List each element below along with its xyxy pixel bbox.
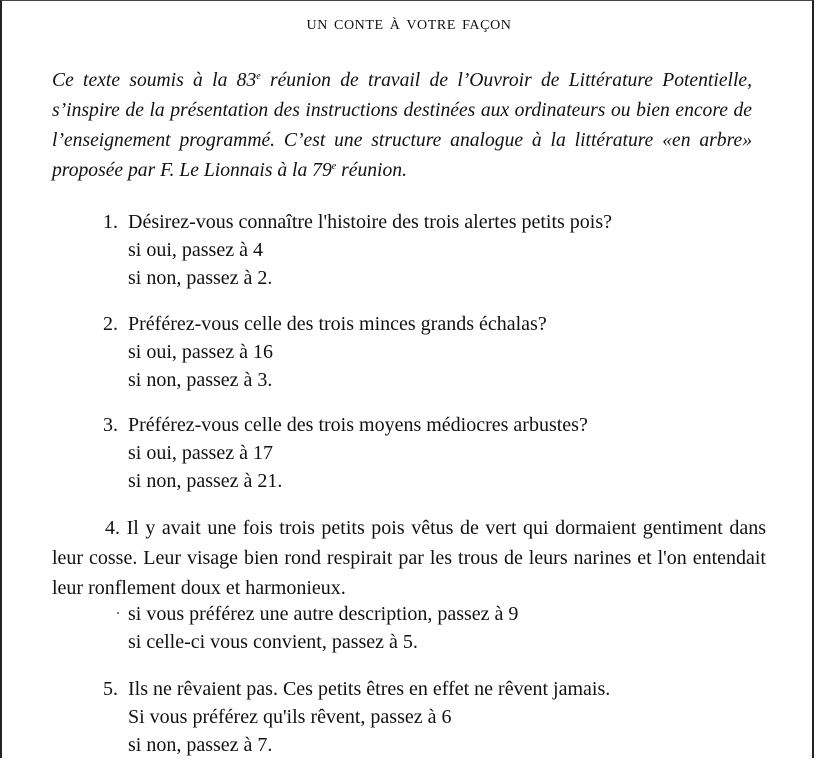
item-2-choice-no: si non, passez à 3. [128, 369, 273, 391]
print-speck [117, 612, 119, 614]
item-4-paragraph [52, 513, 766, 603]
running-head: UN CONTE À VOTRE FAÇON [306, 18, 512, 33]
item-5-text: Ils ne rêvaient pas. Ces petits êtres en effet ne rêvent jamais. [128, 678, 611, 700]
intro-text-3: réunion. [336, 160, 407, 181]
item-5-choice-no: si non, passez à 7. [128, 734, 273, 756]
intro-superscript-1: e [256, 71, 261, 82]
item-4-choice-other: si vous préférez une autre description, passez à 9 [128, 603, 519, 625]
item-1-number: 1. [103, 211, 118, 233]
item-1-question: Désirez-vous connaître l'histoire des trois alertes petits pois? [128, 211, 613, 233]
item-3-choice-yes: si oui, passez à 17 [128, 442, 273, 464]
intro-text-2: réunion de travail de l’Ouvroir de Littérature Potentielle, s’inspire de la présentation des instructions destinées aux ordinateurs ou bien encore de l’enseignement programmé. C’est une structure analogue à la littérature «en arbre» proposée par F. Le Lionnais à la 79 [52, 70, 752, 181]
item-3-number: 3. [103, 414, 118, 436]
item-2-choice-yes: si oui, passez à 16 [128, 341, 273, 363]
item-1-choice-yes: si oui, passez à 4 [128, 239, 263, 261]
item-2-number: 2. [103, 313, 118, 335]
item-4-number: 4. [105, 517, 120, 539]
intro-paragraph [52, 66, 752, 186]
item-1-choice-no: si non, passez à 2. [128, 267, 273, 289]
intro-superscript-2: e [331, 161, 337, 172]
intro-text-1: Ce texte soumis à la 83 [52, 70, 257, 91]
item-2-question: Préférez-vous celle des trois minces grands échalas? [128, 313, 547, 335]
item-4-text: Il y avait une fois trois petits pois vêtus de vert qui dormaient gentiment dans leur cosse. Leur visage bien rond respirait par les trous de leurs narines et l'on entendait leur ronflement doux et harmonieux. [52, 517, 767, 599]
item-4-choice-continue: si celle-ci vous convient, passez à 5. [128, 631, 418, 653]
item-3-choice-no: si non, passez à 21. [128, 470, 283, 492]
item-5-choice-yes: Si vous préférez qu'ils rêvent, passez à 6 [128, 706, 452, 728]
item-5-number: 5. [103, 678, 118, 700]
item-3-question: Préférez-vous celle des trois moyens médiocres arbustes? [128, 414, 588, 436]
